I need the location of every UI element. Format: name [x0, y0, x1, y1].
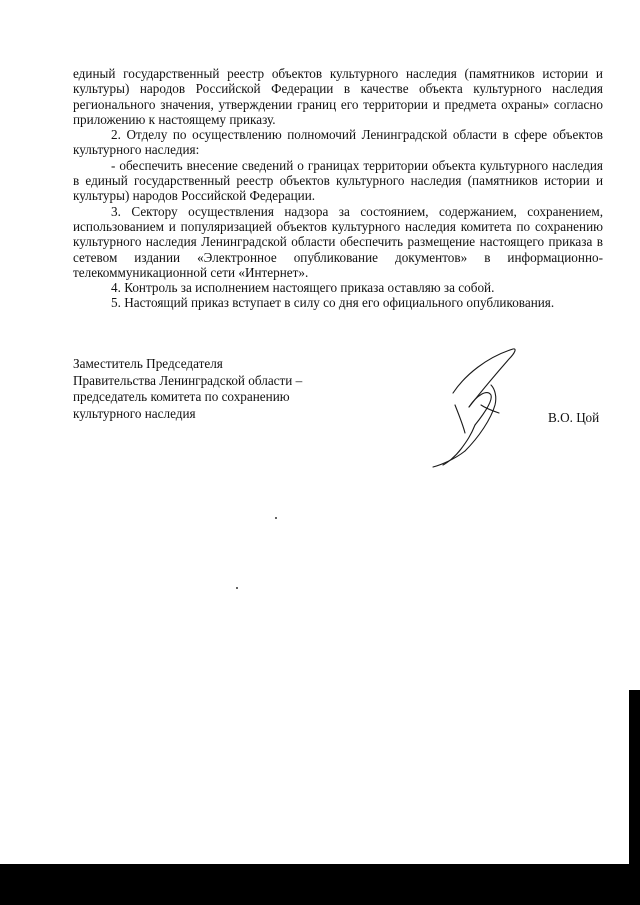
signatory-title-line: Правительства Ленинградской области – — [73, 372, 303, 388]
handwritten-signature — [425, 345, 525, 470]
paragraph-item-3: 3. Сектору осуществления надзора за состоянием, содержанием, сохранением, использованием и популяризацией объектов культурного наследия комитета по сохранению культурного наследия Ленинградской области обеспечить размещение настоящего приказа в сетевом издании «Электронное опубликование документов» в информационно-телекоммуникационной сети «Интернет». — [73, 203, 603, 280]
signatory-title-line: культурного наследия — [73, 405, 196, 421]
signatory-title-line: председатель комитета по сохранению — [73, 389, 290, 405]
signatory-title — [73, 356, 353, 422]
paragraph-item-4: 4. Контроль за исполнением настоящего приказа оставляю за собой. — [111, 280, 495, 296]
paragraph-item-2-subitem: - обеспечить внесение сведений о границах территории объекта культурного наследия в единый государственный реестр объектов культурного наследия (памятников истории и культуры) народов Российской Федерации. — [73, 157, 603, 204]
scan-artifact-speck — [236, 587, 238, 589]
paragraph-continuation: единый государственный реестр объектов культурного наследия (памятников истории и культуры) народов Российской Федерации в качестве объекта культурного наследия регионального значения, утверждении границ его территории и предмета охраны» согласно приложению к настоящему приказу. — [73, 66, 603, 127]
scan-border-right — [629, 690, 640, 865]
paragraph-item-2: 2. Отделу по осуществлению полномочий Ленинградской области в сфере объектов культурного наследия: — [73, 127, 603, 158]
paragraph-item-5: 5. Настоящий приказ вступает в силу со дня его официального опубликования. — [111, 295, 555, 311]
signatory-title-line: Заместитель Председателя — [73, 356, 223, 371]
document-body — [73, 66, 603, 311]
signer-name: В.О. Цой — [548, 410, 600, 425]
scan-artifact-speck — [275, 517, 277, 519]
scan-border-bottom — [0, 864, 640, 905]
